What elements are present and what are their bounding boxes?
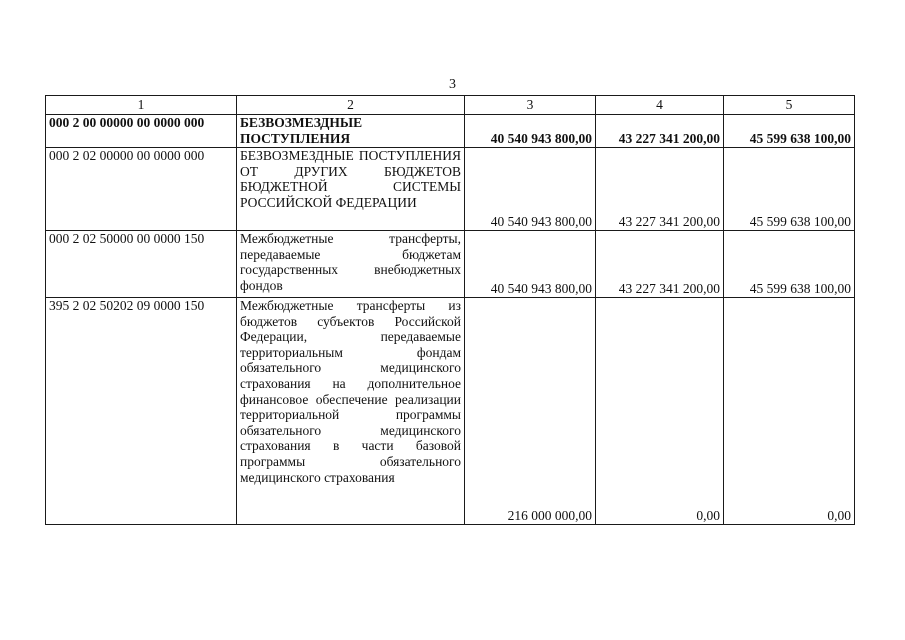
amount-col3: 40 540 943 800,00 xyxy=(465,115,596,148)
budget-classification-code: 000 2 02 50000 00 0000 150 xyxy=(46,231,237,298)
amount-col3: 40 540 943 800,00 xyxy=(465,148,596,231)
amount-col5: 45 599 638 100,00 xyxy=(724,148,855,231)
revenue-name: БЕЗВОЗМЕЗДНЫЕ ПОСТУПЛЕНИЯ ОТ ДРУГИХ БЮДЖЕТОВ БЮДЖЕТНОЙ СИСТЕМЫ РОССИЙСКОЙ ФЕДЕРАЦИИ xyxy=(237,148,465,231)
table-row xyxy=(46,148,855,231)
budget-classification-code: 000 2 00 00000 00 0000 000 xyxy=(46,115,237,148)
amount-col4: 43 227 341 200,00 xyxy=(596,148,724,231)
column-number-3: 3 xyxy=(465,96,596,115)
budget-classification-code: 395 2 02 50202 09 0000 150 xyxy=(46,298,237,525)
column-number-5: 5 xyxy=(724,96,855,115)
amount-col3: 40 540 943 800,00 xyxy=(465,231,596,298)
amount-col4: 0,00 xyxy=(596,298,724,525)
page-number: 3 xyxy=(449,77,456,92)
table-row xyxy=(46,298,855,525)
column-number-2: 2 xyxy=(237,96,465,115)
revenue-name: БЕЗВОЗМЕЗДНЫЕ ПОСТУПЛЕНИЯ xyxy=(237,115,465,148)
table-row xyxy=(46,231,855,298)
revenue-name: Межбюджетные трансферты, передаваемые бюджетам государственных внебюджетных фондов xyxy=(237,231,465,298)
amount-col5: 45 599 638 100,00 xyxy=(724,231,855,298)
budget-revenue-table xyxy=(45,95,855,525)
amount-col5: 45 599 638 100,00 xyxy=(724,115,855,148)
amount-col4: 43 227 341 200,00 xyxy=(596,231,724,298)
amount-col3: 216 000 000,00 xyxy=(465,298,596,525)
amount-col4: 43 227 341 200,00 xyxy=(596,115,724,148)
amount-col5: 0,00 xyxy=(724,298,855,525)
table-row xyxy=(46,115,855,148)
column-number-row xyxy=(46,96,855,115)
revenue-name: Межбюджетные трансферты из бюджетов субъектов Российской Федерации, передаваемые территориальным фондам обязательного медицинского страхования на дополнительное финансовое обеспечение реализации территориальной программы обязательного медицинского страхования в части базовой программы обязательного медицинского страхования xyxy=(237,298,465,525)
budget-classification-code: 000 2 02 00000 00 0000 000 xyxy=(46,148,237,231)
column-number-4: 4 xyxy=(596,96,724,115)
column-number-1: 1 xyxy=(46,96,237,115)
